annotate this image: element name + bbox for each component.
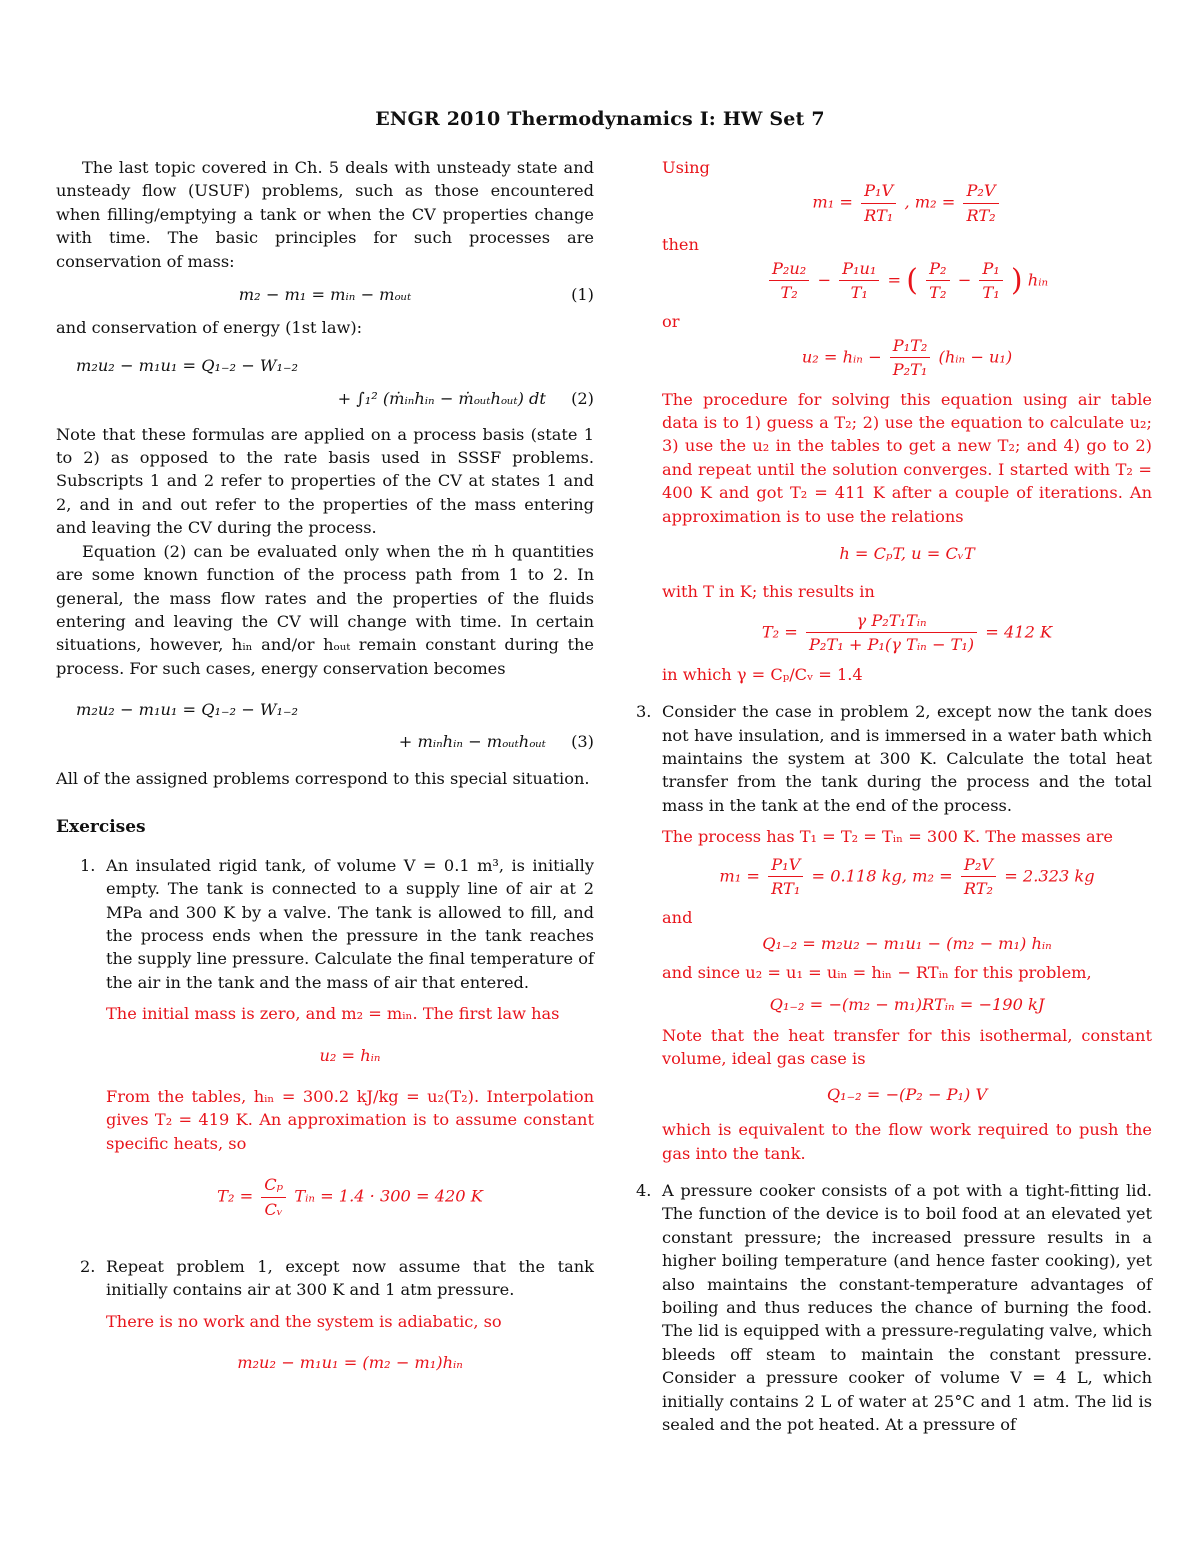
fraction [861,179,896,227]
problem-2-text: Repeat problem 1, except now assume that the tank initially contains air at 300 K and 1 atm pressure. [106,1257,594,1300]
equation-3-line-2 [56,730,594,753]
problem-4 [636,1179,1152,1436]
fraction-numerator: P₁V [768,853,803,877]
problem-3-q3-equation: Q₁₋₂ = −(P₂ − P₁) V [826,1084,988,1104]
fraction [839,257,879,305]
problem-2-solution-1: There is no work and the system is adiabatic, so [106,1311,502,1331]
fraction [961,853,996,901]
problem-2-energy-equation: $\frac{\text{P₂u₂}}{\text{T₂}}$ − $\frac{\text{P₁u₁}}{\text{T₁}}$ = ( $\frac{\text{P₂}}{\text{T₂}}$ − $\frac{\text{P₁}}{\text{T₁}}$ ) hᵢₙ [662,257,1152,305]
fraction [926,257,949,305]
problem-1 [56,854,594,1221]
eq-m1-value: = 0.118 kg, m₂ = [811,865,953,885]
problem-3-q-equation: Q₁₋₂ = m₂u₂ − m₁u₁ − (m₂ − m₁) hᵢₙ [762,933,1052,953]
fraction-denominator: RT₁ [771,878,801,898]
problem-2-using: Using [662,158,710,177]
fraction-numerator: P₂u₂ [769,257,809,281]
problem-3-q2-equation: Q₁₋₂ = −(m₂ − m₁)RTᵢₙ = −190 kJ [769,994,1045,1014]
fraction-denominator: RT₂ [966,205,996,225]
problem-3-since: and since u₂ = u₁ = uᵢₙ = hᵢₙ − RTᵢₙ for this problem, [662,963,1092,983]
equation-3-body: + mᵢₙhᵢₙ − mₒᵤₜhₒᵤₜ [398,731,546,751]
fraction-denominator: T₂ [929,283,947,303]
paren-open: ( [906,262,918,298]
equation-2-integral: + ∫₁² (ṁᵢₙhᵢₙ − ṁₒᵤₜhₒᵤₜ) dt [337,389,546,409]
eq-m2-value: = 2.323 kg [1004,865,1095,885]
eq-rhs: Tᵢₙ = 1.4 · 300 = 420 K [294,1186,483,1206]
problem-1-text: An insulated rigid tank, of volume V = 0.1 m³, is initially empty. The tank is connected to a supply line of air at 2 MPa and 300 K by a valve. The tank is allowed to fill, and the process ends when the pressure in the tank reaches the supply line pressure. Calculate the final temperature of the air in the tank and the mass of air that entered. [106,855,594,992]
problem-3-solution-1: The process has T₁ = T₂ = Tᵢₙ = 300 K. The masses are [662,827,1113,847]
problem-3-text: Consider the case in problem 2, except now the tank does not have insulation, and is immersed in a water bath which maintains the system at 300 K. Calculate the total heat transfer from the tank during the process and the total mass in the tank at the end of the process. [662,702,1152,815]
fraction-denominator: T₁ [850,283,868,303]
fraction-numerator: P₁V [861,179,896,203]
intro-paragraph-1: The last topic covered in Ch. 5 deals with unsteady state and unsteady flow (USUF) problems, such as those encountered when filling/emptying a tank or when the CV properties change with time. The basic principles for such processes are conservation of mass: [56,158,594,271]
paren-close: ) [1010,262,1023,298]
problem-3 [636,700,1152,1165]
problem-1-number: 1. [80,855,96,875]
fraction [890,334,931,382]
problem-3-number: 3. [636,702,652,722]
problem-2-continued [636,156,1152,686]
fraction [806,609,977,657]
eq-lhs: T₂ = [217,1186,254,1206]
fraction-denominator: RT₁ [864,205,894,225]
fraction-numerator: P₁ [979,257,1002,281]
fraction-denominator: Cᵥ [264,1199,283,1219]
equation-2-line-2 [56,387,594,410]
intro-paragraph-4: Equation (2) can be evaluated only when the ṁ h quantities are some known function of the process path from 1 to 2. In general, the mass flow rates and the properties of the fluids entering and leaving the CV will change with time. In certain situations, however, hᵢₙ and/or hₒᵤₜ remain constant during the process. For such cases, energy conservation becomes [56,541,594,678]
problem-2-with: with T in K; this results in [662,581,875,601]
fraction [769,257,809,305]
intro-paragraph-2: and conservation of energy (1st law): [56,318,363,338]
page-title: ENGR 2010 Thermodynamics I: HW Set 7 [375,108,825,130]
right-column [636,156,1152,1437]
equation-3-number: (3) [571,731,594,751]
fraction [261,1173,286,1221]
problem-2-solution-eq-1: m₂u₂ − m₁u₁ = (m₂ − m₁)hᵢₙ [237,1353,463,1373]
fraction-denominator: T₁ [982,283,1000,303]
eq-rhs: (hᵢₙ − u₁) [938,347,1013,367]
fraction [979,257,1002,305]
problem-2-u2-equation [662,334,1152,382]
problem-1-solution-1: The initial mass is zero, and m₂ = mᵢₙ. The first law has [106,1004,560,1024]
intro-paragraph-3: Note that these formulas are applied on a process basis (state 1 to 2) as opposed to the rate basis used in SSSF problems. Subscripts 1 and 2 refer to properties of the CV at states 1 and 2, and in and out refer to the properties of the mass entering and leaving the CV during the process. [56,424,594,538]
equation-1-body: m₂ − m₁ = mᵢₙ − mₒᵤₜ [238,285,412,305]
problem-2-gamma: in which γ = Cₚ/Cᵥ = 1.4 [662,664,863,684]
fraction-numerator: P₁T₂ [890,334,931,358]
fraction-numerator: P₂ [926,257,949,281]
fraction-numerator: P₁u₁ [839,257,879,281]
eq-lhs: T₂ = [761,622,798,642]
intro-paragraph-5: All of the assigned problems correspond to this special situation. [56,768,590,788]
problem-2 [56,1255,594,1375]
problem-3-and: and [662,908,693,928]
fraction-numerator: P₂V [963,179,998,203]
fraction-numerator: γ P₂T₁Tᵢₙ [806,609,977,633]
problem-2-number: 2. [80,1257,96,1277]
eq-m1-lhs: m₁ = [719,865,760,885]
equation-2-number: (2) [571,389,594,409]
problem-2-mass-equations [662,179,1152,227]
fraction [768,853,803,901]
fraction-denominator: P₂T₁ + P₁(γ Tᵢₙ − T₁) [809,635,975,655]
problem-3-equivalent: which is equivalent to the flow work required to push the gas into the tank. [662,1120,1152,1163]
fraction-denominator: RT₂ [963,878,994,898]
eq-lhs: u₂ = hᵢₙ − [801,347,882,367]
problem-2-t2-equation [662,609,1152,657]
problem-4-text: A pressure cooker consists of a pot with a tight-fitting lid. The function of the device is to boil food at an elevated yet constant pressure; the increased pressure results in a higher boiling temperature (and hence faster cooking), yet also maintains the constant-temperature advantages of boiling and thus reduces the chance of burning the food. The lid is equipped with a pressure-regulating valve, which bleeds off steam to maintain the constant pressure. Consider a pressure cooker of volume V = 4 L, which initially contains 2 L of water at 25°C and 1 atm. The lid is sealed and the pot heated. At a pressure of [662,1181,1152,1435]
problem-4-number: 4. [636,1181,652,1201]
eq-rhs-h: hᵢₙ [1027,270,1049,290]
equation-1 [56,283,594,306]
fraction-numerator: P₂V [961,853,996,877]
problem-1-solution-2: From the tables, hᵢₙ = 300.2 kJ/kg = u₂(T₂). Interpolation gives T₂ = 419 K. An approximation is to assume constant specific heats, so [106,1087,594,1153]
fraction-numerator: Cₚ [261,1173,286,1197]
problem-1-solution-eq-1: u₂ = hᵢₙ [319,1045,381,1065]
eq-m1-lhs: m₁ = [812,192,853,212]
equation-1-number: (1) [571,285,594,305]
fraction [963,179,998,227]
problem-2-or: or [662,312,680,332]
problem-1-solution-eq-2 [106,1173,594,1221]
exercises-heading: Exercises [56,817,146,838]
problem-3-mass-equations [662,853,1152,901]
eq-m2-lhs: , m₂ = [904,192,956,212]
problem-2-procedure: The procedure for solving this equation using air table data is to 1) guess a T₂; 2) use the equation to calculate u₂; 3) use the u₂ in the tables to get a new T₂; and 4) go to 2) and repeat until the solution converges. I started with T₂ = 400 K and got T₂ = 411 K after a couple of iterations. An approximation is to use the relations [662,389,1152,526]
left-column [56,156,594,1393]
equation-3-line-1: m₂u₂ − m₁u₁ = Q₁₋₂ − W₁₋₂ [76,700,299,720]
equation-2-line-1: m₂u₂ − m₁u₁ = Q₁₋₂ − W₁₋₂ [76,355,299,375]
problem-2-relations: h = CₚT, u = CᵥT [839,544,975,564]
fraction-denominator: P₂T₁ [892,360,928,380]
fraction-denominator: T₂ [780,283,798,303]
eq-rhs: = 412 K [985,622,1053,642]
problem-2-then: then [662,235,699,255]
problem-3-note: Note that the heat transfer for this isothermal, constant volume, ideal gas case is [662,1026,1152,1069]
